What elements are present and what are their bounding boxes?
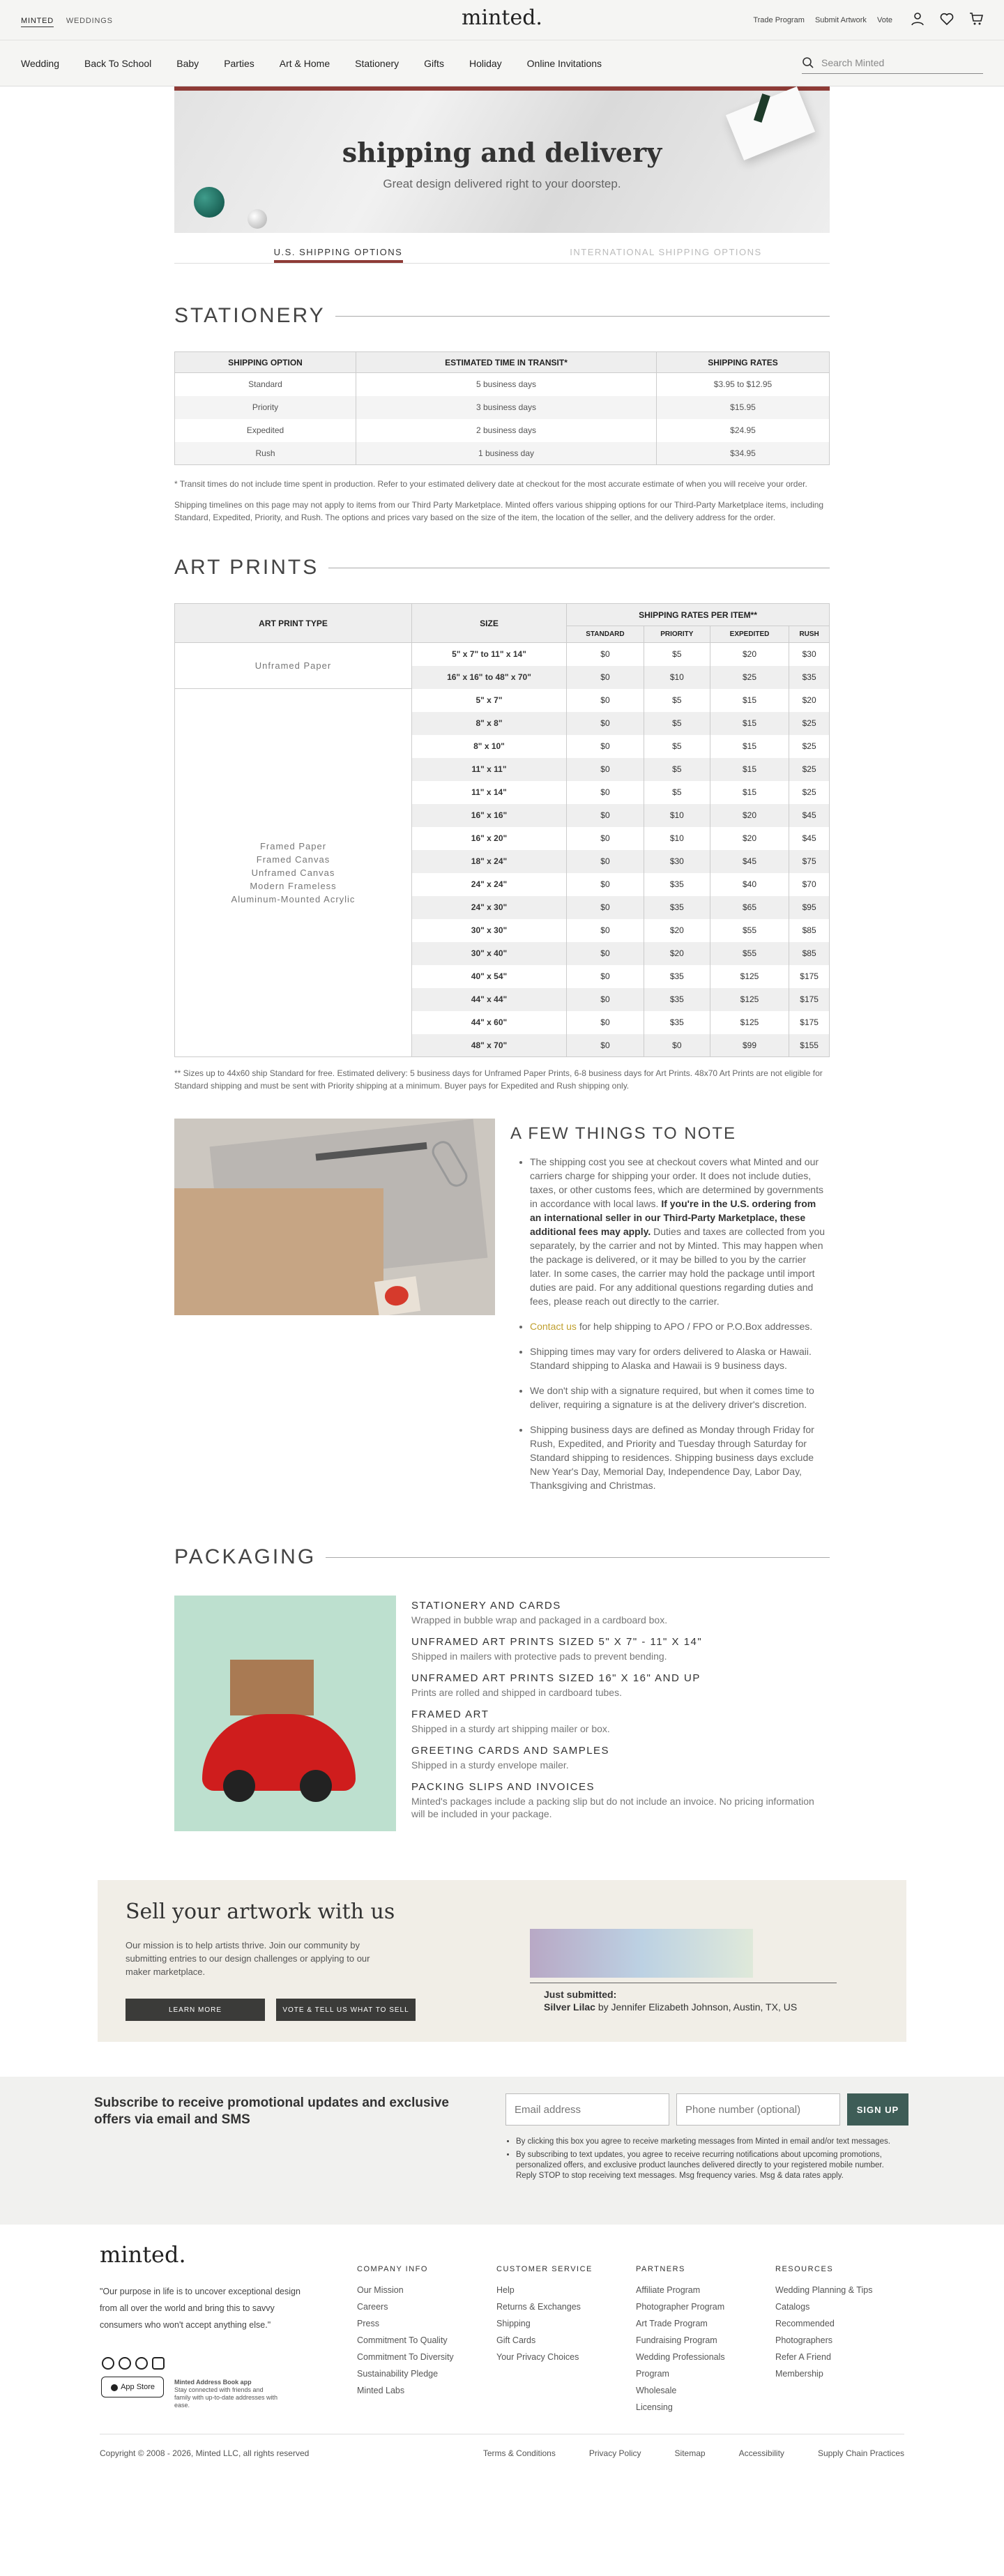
table-cell: $0: [567, 643, 644, 666]
table-cell: $30: [789, 643, 830, 666]
footer-bottom-link[interactable]: Accessibility: [738, 2448, 784, 2458]
packaging-item-title: GREETING CARDS AND SAMPLES: [411, 1745, 610, 1757]
table-cell: $25: [789, 735, 830, 758]
pinterest-icon[interactable]: [119, 2357, 131, 2370]
table-cell: $35: [644, 965, 710, 988]
table-row: [175, 373, 830, 396]
nav-gifts[interactable]: Gifts: [424, 58, 444, 69]
table-cell: $75: [789, 850, 830, 873]
footer-column: [636, 2261, 754, 2416]
column-header: STANDARD: [567, 626, 644, 643]
table-cell: $35: [644, 988, 710, 1011]
top-bar: [0, 0, 1004, 40]
table-cell: $20: [644, 919, 710, 942]
toy-car-image: [174, 1596, 396, 1831]
table-cell: $20: [644, 942, 710, 965]
table-cell: $30: [644, 850, 710, 873]
footer-link[interactable]: Careers: [357, 2302, 388, 2312]
footer-bottom-link[interactable]: Terms & Conditions: [482, 2448, 556, 2458]
table-cell: $0: [567, 988, 644, 1011]
table-cell: Rush: [175, 442, 356, 465]
table-cell: 5" x 7" to 11" x 14": [412, 643, 567, 666]
vote-button[interactable]: VOTE & TELL US WHAT TO SELL: [276, 1999, 416, 2021]
tab-us-shipping[interactable]: U.S. SHIPPING OPTIONS: [174, 247, 502, 263]
art-type-label: Framed Paper: [259, 841, 327, 851]
table-cell: $24.95: [657, 419, 830, 442]
nav-online-invitations[interactable]: Online Invitations: [526, 58, 602, 69]
footer-link[interactable]: Recommended Photographers: [775, 2319, 835, 2345]
table-cell: $0: [567, 827, 644, 850]
section-title: STATIONERY: [174, 304, 326, 327]
search-placeholder: Search Minted: [821, 56, 885, 68]
table-cell: Expedited: [175, 419, 356, 442]
copyright: Copyright © 2008 - 2026, Minted LLC, all rights reserved: [100, 2448, 310, 2458]
table-cell: $5: [644, 689, 710, 712]
few-things-section: [174, 1119, 830, 1503]
table-cell: $35: [644, 873, 710, 896]
few-things-title: A FEW THINGS TO NOTE: [510, 1124, 737, 1143]
table-cell: $5: [644, 712, 710, 735]
footer-link[interactable]: Press: [357, 2319, 379, 2328]
phone-field[interactable]: Phone number (optional): [676, 2093, 840, 2126]
brand-tab-weddings[interactable]: WEDDINGS: [66, 17, 113, 25]
table-cell: 40" x 54": [412, 965, 567, 988]
footer-column: [496, 2261, 615, 2365]
packaging-item-desc: Shipped in a sturdy envelope mailer.: [411, 1759, 569, 1771]
stationery-table: [174, 351, 830, 465]
footer-column: [357, 2261, 476, 2399]
shipping-tabs: [174, 247, 830, 264]
table-cell: $25: [789, 781, 830, 804]
table-cell: $0: [567, 735, 644, 758]
table-cell: 16" x 16": [412, 804, 567, 827]
table-cell: $15: [710, 735, 789, 758]
footer-link[interactable]: Your Privacy Choices: [496, 2352, 579, 2362]
footer-link[interactable]: Refer A Friend: [775, 2352, 831, 2362]
table-cell: Standard: [175, 373, 356, 396]
hero-title: shipping and delivery: [342, 137, 662, 168]
table-cell: 44" x 60": [412, 1011, 567, 1034]
table-row: [175, 419, 830, 442]
table-row: [175, 442, 830, 465]
sell-text: Our mission is to help artists thrive. Join our community by submitting entries to our design challenges or applying to our maker marketplace.: [126, 1940, 370, 1977]
table-cell: $55: [710, 942, 789, 965]
table-cell: 11" x 14": [412, 781, 567, 804]
table-cell: 3 business days: [356, 396, 657, 419]
table-cell: 44" x 44": [412, 988, 567, 1011]
table-cell: $95: [789, 896, 830, 919]
footer: [0, 2225, 1004, 2480]
list-item: • The shipping cost you see at checkout covers what Minted and our carriers charge for shipping your order. It does not include duties, taxes, or other customs fees, which are determined by governments in accordance with local laws. If you're in the U.S. ordering from an international seller in our Third-Party Marketplace, these additional fees may apply. Duties and taxes are collected from you separately, by the carrier and not by Minted. This may happen when the package is delivered, or it may be billed to you by the carrier later. In some cases, the carrier may hold the package until import duties are paid. For any additional questions regarding duties and fees, please reach out directly to the carrier.: [530, 1155, 830, 1308]
nav-baby[interactable]: Baby: [176, 58, 199, 69]
art-type-framed: [175, 689, 412, 1057]
table-cell: $45: [789, 804, 830, 827]
table-cell: 16" x 16" to 48" x 70": [412, 666, 567, 689]
packaging-item-title: FRAMED ART: [411, 1709, 489, 1720]
table-cell: $175: [789, 965, 830, 988]
table-cell: $175: [789, 1011, 830, 1034]
list-item: • Shipping times may vary for orders delivered to Alaska or Hawaii. Standard shipping to Alaska and Hawaii is 9 business days.: [530, 1344, 830, 1372]
packaging-item-title: PACKING SLIPS AND INVOICES: [411, 1781, 595, 1793]
twitter-icon[interactable]: [135, 2357, 148, 2370]
table-cell: 48" x 70": [412, 1034, 567, 1057]
packaging-section: [174, 1596, 830, 1831]
packaging-item-desc: Wrapped in bubble wrap and packaged in a cardboard box.: [411, 1614, 668, 1626]
sign-up-button[interactable]: SIGN UP: [847, 2093, 908, 2126]
table-cell: $99: [710, 1034, 789, 1057]
table-cell: $155: [789, 1034, 830, 1057]
column-header: SHIPPING RATES: [657, 352, 830, 373]
footer-link[interactable]: Photographer Program: [636, 2302, 725, 2312]
packaging-item-title: UNFRAMED ART PRINTS SIZED 16" X 16" AND UP: [411, 1672, 701, 1684]
table-cell: $20: [710, 804, 789, 827]
table-cell: $5: [644, 758, 710, 781]
table-cell: $0: [567, 919, 644, 942]
marketplace-note: Shipping timelines on this page may not apply to items from our Third Party Marketplace. Minted offers various shipping options for our Third-Party Marketplace items, including Standard, Expedited, Priority, and Rush. The options and prices vary based on the size of the item, the location of the seller, and the delivery address for the order.: [174, 500, 824, 522]
sell-artwork-banner: [98, 1880, 906, 2042]
table-cell: $34.95: [657, 442, 830, 465]
brand-tab-minted[interactable]: MINTED: [21, 17, 54, 27]
table-cell: $5: [644, 735, 710, 758]
footer-link[interactable]: Our Mission: [357, 2285, 404, 2295]
table-cell: $0: [567, 712, 644, 735]
main-nav: [0, 40, 1004, 86]
art-prints-table: [174, 603, 830, 1057]
table-cell: $85: [789, 919, 830, 942]
nav-art-home[interactable]: Art & Home: [279, 58, 330, 69]
nav-stationery[interactable]: Stationery: [355, 58, 400, 69]
table-cell: Priority: [175, 396, 356, 419]
learn-more-button[interactable]: LEARN MORE: [126, 1999, 265, 2021]
table-cell: $5: [644, 781, 710, 804]
ornament-image: [194, 187, 225, 218]
footer-column-title: CUSTOMER SERVICE: [496, 2265, 593, 2273]
table-cell: $0: [567, 666, 644, 689]
footer-link[interactable]: Commitment To Diversity: [357, 2352, 454, 2362]
table-cell: $35: [644, 896, 710, 919]
table-cell: $0: [567, 1011, 644, 1034]
social-icons: [102, 2357, 165, 2370]
footer-link[interactable]: Affiliate Program: [636, 2285, 701, 2295]
table-cell: $0: [567, 781, 644, 804]
footer-link[interactable]: Membership: [775, 2369, 823, 2379]
nav-back-to-school[interactable]: Back To School: [84, 58, 152, 69]
hero-banner: [174, 86, 830, 233]
footer-bottom-link[interactable]: Supply Chain Practices: [817, 2448, 904, 2458]
table-cell: $10: [644, 804, 710, 827]
transit-note: * Transit times do not include time spent in production. Refer to your estimated delivery date at checkout for the most accurate estimate of when you will receive your order.: [174, 479, 807, 489]
table-cell: 5 business days: [356, 373, 657, 396]
nav-parties[interactable]: Parties: [224, 58, 254, 69]
table-cell: $15: [710, 689, 789, 712]
table-cell: $0: [567, 804, 644, 827]
packaging-item-desc: Shipped in mailers with protective pads to prevent bending.: [411, 1651, 667, 1662]
top-links: [745, 16, 892, 24]
email-field[interactable]: Email address: [505, 2093, 669, 2126]
art-prints-note: ** Sizes up to 44x60 ship Standard for free. Estimated delivery: 5 business days for Unframed Paper Prints, 6-8 business days for Art Prints. 48x70 Art Prints are not eligible for Standard shipping and must be sent with Priority shipping at a minimum. Buyer pays for Expedited and Rush shipping only.: [174, 1068, 823, 1091]
packaging-item-title: UNFRAMED ART PRINTS SIZED 5" X 7" - 11" X 14": [411, 1636, 703, 1648]
table-cell: $0: [567, 689, 644, 712]
table-cell: 2 business days: [356, 419, 657, 442]
table-cell: $25: [710, 666, 789, 689]
table-cell: 8" x 10": [412, 735, 567, 758]
table-cell: 24" x 24": [412, 873, 567, 896]
just-submitted[interactable]: Just submitted: Silver Lilac by Jennifer Elizabeth Johnson, Austin, TX, US: [544, 1988, 797, 2013]
section-title: PACKAGING: [174, 1545, 317, 1568]
subscribe-title: Subscribe to receive promotional updates and exclusive offers via email and SMS: [94, 2096, 449, 2127]
table-cell: $0: [567, 873, 644, 896]
footer-bottom-link[interactable]: Sitemap: [674, 2448, 706, 2458]
table-cell: $15: [710, 758, 789, 781]
column-header: RUSH: [789, 626, 830, 643]
nav-wedding[interactable]: Wedding: [21, 58, 60, 69]
table-cell: $175: [789, 988, 830, 1011]
packaging-item-desc: Prints are rolled and shipped in cardboard tubes.: [411, 1687, 622, 1698]
table-cell: $65: [710, 896, 789, 919]
table-cell: $125: [710, 988, 789, 1011]
section-title: ART PRINTS: [174, 556, 319, 579]
list-item: • Shipping business days are defined as Monday through Friday for Rush, Expedited, and Priority and Tuesday through Saturday for Standard shipping to residences. Shipping business days exclude New Year's Day, Memorial Day, Independence Day, Labor Day, Thanksgiving and Christmas.: [530, 1423, 830, 1492]
table-cell: 8" x 8": [412, 712, 567, 735]
table-cell: $85: [789, 942, 830, 965]
packaging-heading: [174, 1545, 830, 1569]
table-row: [175, 643, 830, 666]
table-cell: 16" x 20": [412, 827, 567, 850]
footer-link[interactable]: Commitment To Quality: [357, 2335, 448, 2345]
hero-subtitle: Great design delivered right to your doorstep.: [383, 177, 621, 190]
table-cell: $55: [710, 919, 789, 942]
art-type-unframed: Unframed Paper: [175, 643, 412, 689]
footer-link[interactable]: Minted Labs: [357, 2386, 405, 2395]
packaging-item-desc: Shipped in a sturdy art shipping mailer or box.: [411, 1723, 610, 1734]
table-cell: $20: [789, 689, 830, 712]
trade-program-link[interactable]: Trade Program: [753, 16, 805, 24]
sell-title: Sell your artwork with us: [126, 1900, 395, 1924]
footer-link[interactable]: Shipping: [496, 2319, 531, 2328]
facebook-icon[interactable]: [102, 2357, 114, 2370]
table-cell: $0: [567, 942, 644, 965]
table-cell: $15: [710, 712, 789, 735]
submit-artwork-link[interactable]: Submit Artwork: [814, 16, 867, 24]
footer-link[interactable]: Sustainability Pledge: [357, 2369, 439, 2379]
logo[interactable]: minted.: [462, 6, 542, 30]
app-note: Minted Address Book app Stay connected with friends and family with up-to-date addresses with ease.: [174, 2379, 278, 2409]
nav-holiday[interactable]: Holiday: [469, 58, 502, 69]
contact-us-link[interactable]: Contact us: [530, 1321, 577, 1332]
footer-link[interactable]: Licensing: [636, 2402, 673, 2412]
table-cell: $35: [789, 666, 830, 689]
footer-column-title: RESOURCES: [775, 2265, 834, 2273]
tab-international-shipping[interactable]: INTERNATIONAL SHIPPING OPTIONS: [570, 247, 762, 257]
heart-icon[interactable]: [940, 12, 954, 26]
instagram-icon[interactable]: [152, 2357, 165, 2370]
list-item: • Contact us for help shipping to APO / FPO or P.O.Box addresses.: [530, 1319, 830, 1333]
footer-quote: "Our purpose in life is to uncover exceptional design from all over the world and bring this to savvy consumers who won't accept anything else.": [100, 2287, 301, 2330]
apple-icon: [110, 2382, 119, 2392]
table-cell: $125: [710, 965, 789, 988]
table-cell: $0: [567, 896, 644, 919]
table-cell: $45: [789, 827, 830, 850]
art-type-label: Unframed Canvas: [251, 867, 335, 878]
table-cell: $0: [567, 850, 644, 873]
table-cell: $0: [567, 758, 644, 781]
table-cell: $0: [567, 965, 644, 988]
table-row: [175, 396, 830, 419]
table-cell: $125: [710, 1011, 789, 1034]
footer-bottom: [100, 2434, 904, 2458]
footer-link[interactable]: Returns & Exchanges: [496, 2302, 581, 2312]
table-cell: $25: [789, 712, 830, 735]
table-cell: $20: [710, 643, 789, 666]
footer-link[interactable]: Art Trade Program: [636, 2319, 708, 2328]
footer-link[interactable]: Help: [496, 2285, 515, 2295]
stationery-heading: [174, 304, 830, 328]
header-icons: [911, 12, 983, 26]
art-type-label: Aluminum-Mounted Acrylic: [231, 894, 356, 904]
table-row: [175, 689, 830, 712]
footer-link[interactable]: Gift Cards: [496, 2335, 536, 2345]
column-header: ESTIMATED TIME IN TRANSIT*: [356, 352, 657, 373]
vote-link[interactable]: Vote: [876, 16, 892, 24]
ornament-image: [248, 209, 267, 229]
table-cell: $10: [644, 827, 710, 850]
disclaimer: • By subscribing to text updates, you agree to receive recurring notifications about upcoming promotions, personalized offers, and exclusive product launches delivered directly to your registered mobile number. Reply STOP to stop receiving text messages. Msg frequency varies. Msg & data rates apply.: [516, 2150, 906, 2181]
footer-column-title: COMPANY INFO: [357, 2265, 428, 2273]
account-icon[interactable]: [911, 12, 925, 26]
art-type-label: Framed Canvas: [256, 854, 330, 865]
table-cell: $45: [710, 850, 789, 873]
column-header: ART PRINT TYPE: [175, 604, 412, 643]
table-cell: 18" x 24": [412, 850, 567, 873]
footer-link[interactable]: Wedding Professionals Program: [636, 2352, 725, 2379]
column-header: PRIORITY: [644, 626, 710, 643]
art-type-label: Modern Frameless: [250, 881, 337, 891]
table-cell: $0: [644, 1034, 710, 1057]
envelope-image: [174, 1119, 495, 1315]
footer-link[interactable]: Wedding Planning & Tips: [775, 2285, 873, 2295]
footer-column-title: PARTNERS: [636, 2265, 685, 2273]
table-cell: $3.95 to $12.95: [657, 373, 830, 396]
column-header: SHIPPING RATES PER ITEM**: [567, 604, 830, 626]
column-header: SHIPPING OPTION: [175, 352, 356, 373]
table-cell: $20: [710, 827, 789, 850]
table-cell: $25: [789, 758, 830, 781]
cart-icon[interactable]: [969, 12, 983, 26]
table-cell: $15.95: [657, 396, 830, 419]
art-prints-heading: [174, 556, 830, 579]
table-cell: 11" x 11": [412, 758, 567, 781]
search-input[interactable]: [802, 52, 983, 74]
packaging-item-title: STATIONERY AND CARDS: [411, 1600, 561, 1612]
footer-column: [775, 2261, 894, 2382]
table-cell: $35: [644, 1011, 710, 1034]
subscribe-section: [0, 2077, 1004, 2225]
column-header: EXPEDITED: [710, 626, 789, 643]
table-cell: $0: [567, 1034, 644, 1057]
footer-link[interactable]: Wholesale: [636, 2386, 677, 2395]
search-icon: [802, 56, 814, 69]
table-cell: 5" x 7": [412, 689, 567, 712]
table-cell: 24" x 30": [412, 896, 567, 919]
table-cell: $15: [710, 781, 789, 804]
footer-link[interactable]: Catalogs: [775, 2302, 810, 2312]
footer-link[interactable]: Fundraising Program: [636, 2335, 717, 2345]
table-cell: $5: [644, 643, 710, 666]
table-cell: $10: [644, 666, 710, 689]
footer-bottom-link[interactable]: Privacy Policy: [588, 2448, 641, 2458]
disclaimer: • By clicking this box you agree to receive marketing messages from Minted in email and/or text messages.: [516, 2137, 906, 2147]
packaging-item-desc: Minted's packages include a packing slip but do not include an invoice. No pricing information will be included in your package.: [411, 1796, 814, 1819]
app-store-button[interactable]: App Store: [101, 2377, 164, 2397]
table-cell: $40: [710, 873, 789, 896]
table-cell: 30" x 40": [412, 942, 567, 965]
table-cell: 1 business day: [356, 442, 657, 465]
column-header: SIZE: [412, 604, 567, 643]
footer-logo[interactable]: minted.: [100, 2241, 186, 2268]
table-cell: 30" x 30": [412, 919, 567, 942]
list-item: • We don't ship with a signature required, but when it comes time to deliver, requiring a signature is at the delivery driver's discretion.: [530, 1384, 830, 1411]
table-cell: $70: [789, 873, 830, 896]
